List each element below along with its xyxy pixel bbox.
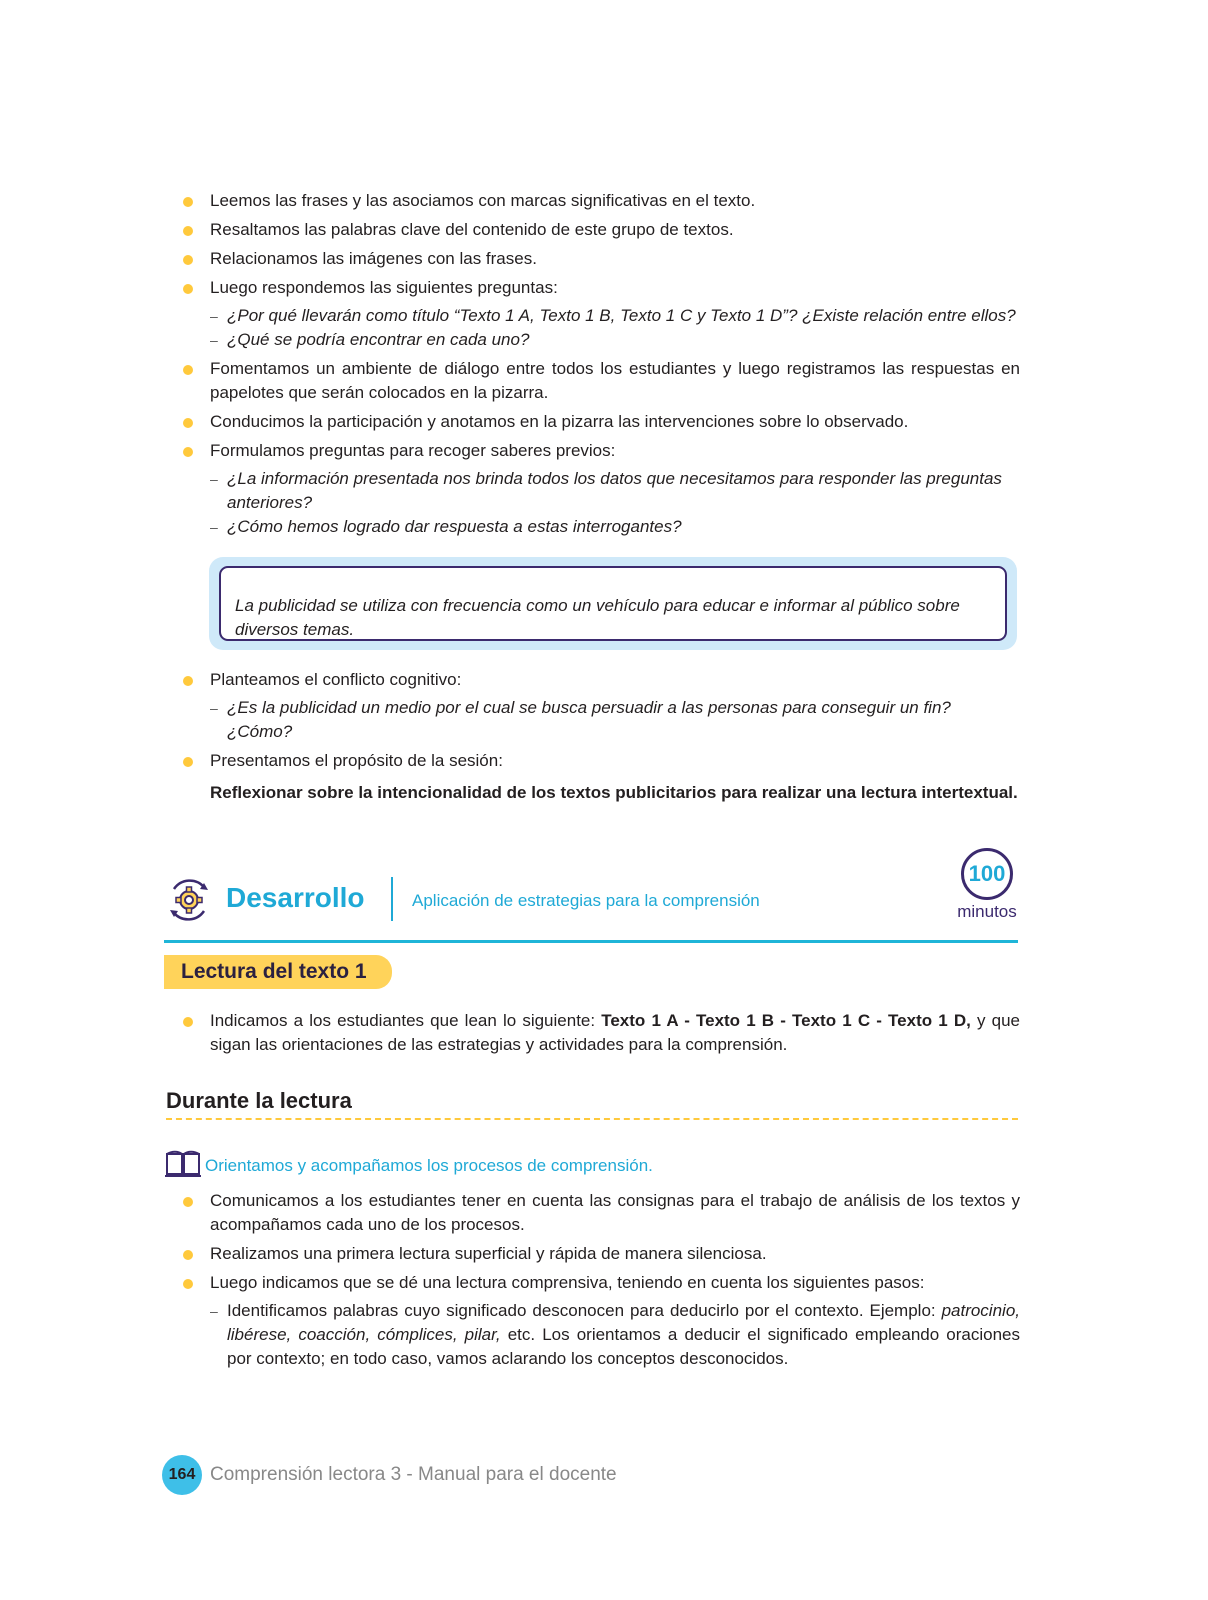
session-purpose: Reflexionar sobre la intencionalidad de los textos publicitarios para realizar una lectura intertextual. <box>210 783 1018 802</box>
gear-icon <box>164 875 214 925</box>
page-number: 164 <box>162 1455 202 1495</box>
note-text: La publicidad se utiliza con frecuencia como un vehículo para educar e informar al público sobre diversos temas. <box>219 566 1007 641</box>
footer-title: Comprensión lectora 3 - Manual para el docente <box>210 1464 617 1485</box>
list-item-text: Planteamos el conflicto cognitivo: <box>210 670 462 689</box>
subsection-title: Durante la lectura <box>166 1088 352 1113</box>
conflict-list <box>166 668 1020 805</box>
reading-tab-label: Lectura del texto 1 <box>164 955 392 989</box>
subsection-header <box>166 1088 1018 1120</box>
list-item: Fomentamos un ambiente de diálogo entre todos los estudiantes y luego registramos las respuestas en papelotes que serán colocados en la pizarra. <box>166 357 1020 405</box>
intro-list-a <box>166 189 1020 539</box>
list-item <box>166 276 1020 352</box>
list-item <box>166 749 1020 805</box>
process-section <box>166 1189 1020 1376</box>
question-list <box>210 696 1020 744</box>
conflict-section <box>166 668 1020 810</box>
question-item: – ¿La información presentada nos brinda todos los datos que necesitamos para responder las preguntas anteriores? <box>210 467 1020 515</box>
section-title: Desarrollo <box>226 882 365 913</box>
list-item: Realizamos una primera lectura superficial y rápida de manera silenciosa. <box>166 1242 1020 1266</box>
timer-value: 100 <box>968 861 1006 886</box>
question-list <box>210 304 1020 352</box>
question-item: – ¿Es la publicidad un medio por el cual se busca persuadir a las personas para conseguir un fin? ¿Cómo? <box>210 696 1020 744</box>
list-item: Relacionamos las imágenes con las frases. <box>166 247 1020 271</box>
list-item <box>166 668 1020 744</box>
question-item: – ¿Qué se podría encontrar en cada uno? <box>210 328 1020 352</box>
instruction-list <box>166 1009 1020 1057</box>
list-item: Leemos las frases y las asociamos con marcas significativas en el texto. <box>166 189 1020 213</box>
orient-text: Orientamos y acompañamos los procesos de comprensión. <box>205 1156 653 1175</box>
instruction-text: Indicamos a los estudiantes que lean lo siguiente: <box>210 1011 602 1030</box>
step-text: Identificamos palabras cuyo significado desconocen para deducirlo por el contexto. Ejemplo: <box>227 1301 942 1320</box>
note-box <box>209 557 1017 650</box>
question-item: – ¿Cómo hemos logrado dar respuesta a estas interrogantes? <box>210 515 1020 539</box>
list-item: Resaltamos las palabras clave del contenido de este grupo de textos. <box>166 218 1020 242</box>
list-item <box>166 439 1020 539</box>
list-item <box>166 1009 1020 1057</box>
section-header <box>164 848 1018 943</box>
list-item-text: Formulamos preguntas para recoger saberes previos: <box>210 441 616 460</box>
section-subtitle: Aplicación de estrategias para la comprensión <box>412 891 760 910</box>
book-icon <box>164 1150 202 1183</box>
section-divider <box>391 877 393 921</box>
instruction-text-end: y que sigan las orientaciones de las estrategias y actividades para la comprensión. <box>210 1011 1020 1054</box>
reading-instruction-section <box>166 1009 1020 1062</box>
step-list <box>210 1299 1020 1371</box>
question-list <box>210 467 1020 539</box>
orient-line <box>164 1150 764 1178</box>
timer-circle <box>961 848 1013 900</box>
step-text-end: etc. Los orientamos a deducir el significado empleando oraciones por contexto; en todo caso, vamos aclarando los conceptos desconocidos. <box>227 1325 1020 1368</box>
intro-section <box>166 189 1020 544</box>
list-item-text: Presentamos el propósito de la sesión: <box>210 751 503 770</box>
list-item-text: Luego indicamos que se dé una lectura comprensiva, teniendo en cuenta los siguientes pasos: <box>210 1273 925 1292</box>
step-item <box>210 1299 1020 1371</box>
timer-badge <box>955 848 1019 922</box>
timer-unit: minutos <box>957 902 1017 921</box>
process-list <box>166 1189 1020 1371</box>
list-item: Comunicamos a los estudiantes tener en cuenta las consignas para el trabajo de análisis de los textos y acompañamos cada uno de los procesos. <box>166 1189 1020 1237</box>
instruction-texts: Texto 1 A - Texto 1 B - Texto 1 C - Texto 1 D, <box>601 1011 971 1030</box>
list-item-text: Luego respondemos las siguientes preguntas: <box>210 278 558 297</box>
list-item: Conducimos la participación y anotamos en la pizarra las intervenciones sobre lo observado. <box>166 410 1020 434</box>
step-examples: patrocinio, libérese, coacción, cómplices, pilar, <box>227 1301 1020 1344</box>
list-item <box>166 1271 1020 1371</box>
question-item: – ¿Por qué llevarán como título “Texto 1 A, Texto 1 B, Texto 1 C y Texto 1 D”? ¿Existe relación entre ellos? <box>210 304 1020 328</box>
